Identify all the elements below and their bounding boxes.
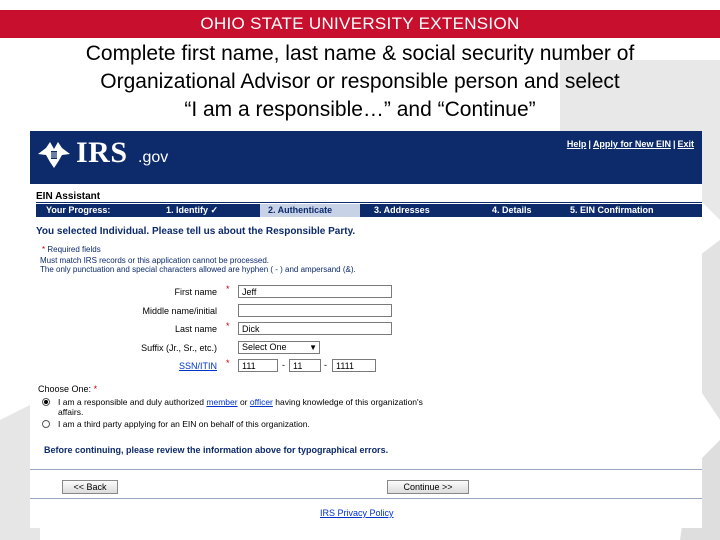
ssn-dash: -: [324, 360, 327, 370]
progress-bar: [36, 204, 702, 217]
continue-button[interactable]: Continue >>: [387, 480, 469, 494]
input-rules: [40, 256, 356, 274]
privacy-policy-link[interactable]: IRS Privacy Policy: [320, 508, 394, 518]
irs-wordmark: IRS: [76, 136, 128, 169]
instruction-line-2: Organizational Advisor or responsible person and select: [100, 70, 620, 93]
ssn-part-3-input[interactable]: 1111: [332, 359, 376, 372]
choose-one-label: Choose One: *: [38, 384, 98, 394]
ssn-part-1-input[interactable]: 111: [238, 359, 278, 372]
suffix-label: Suffix (Jr., Sr., etc.): [141, 343, 217, 353]
apply-ein-link[interactable]: Apply for New EIN: [592, 139, 671, 149]
middle-name-input[interactable]: [238, 304, 392, 317]
middle-name-label: Middle name/initial: [142, 306, 217, 316]
ssn-row: [30, 359, 702, 373]
irs-eagle-logo-icon: [36, 140, 72, 170]
suffix-row: [30, 341, 702, 355]
top-links: Help | Apply for New EIN | Exit: [566, 139, 694, 149]
review-note: Before continuing, please review the information above for typographical errors.: [44, 445, 389, 455]
progress-step-identify: 1. Identify ✓: [166, 205, 219, 215]
banner-title: OHIO STATE UNIVERSITY EXTENSION: [200, 14, 520, 33]
progress-label: Your Progress:: [46, 205, 111, 215]
divider: [36, 202, 702, 203]
radio-responsible-selected[interactable]: [42, 398, 50, 406]
suffix-select[interactable]: [238, 341, 320, 354]
irs-screenshot: IRS .gov Help | Apply for New EIN | Exit EIN Assistant Your Progress: 1. Identify ✓ 2. Authenticate 3. Addresses 4. Details 5. EIN Confirmation You selected Individual. Please tell us about the Responsible Party. * Required fields Must match IRS records or this application cannot be processed. The only punctuation and special characters allowed are hyphen ( - ) and ampersand (&). First name * Jeff Middle name/initial Last name * Dick Suffix (Jr., Sr., etc.) Select One ▼ SSN/ITIN * 111 - 11 - 1111 Choose One: * I am a responsible and duly authorized member or officer having knowledge of this organization's affairs. I am a third party applying for an EIN on behalf of this organization. Before continuing, please review the information above for typographical errors. << Back Continue >> IRS Privacy Policy: [30, 131, 702, 528]
middle-name-row: [30, 304, 702, 318]
progress-step-addresses: 3. Addresses: [374, 205, 430, 215]
back-button[interactable]: << Back: [62, 480, 118, 494]
required-asterisk: *: [226, 321, 230, 331]
chevron-down-icon: ▼: [309, 343, 317, 352]
page-heading: You selected Individual. Please tell us about the Responsible Party.: [36, 226, 356, 237]
officer-link[interactable]: officer: [249, 397, 273, 407]
progress-step-authenticate: 2. Authenticate: [260, 204, 360, 217]
first-name-label: First name: [174, 287, 217, 297]
last-name-input[interactable]: Dick: [238, 322, 392, 335]
instruction-line-1: Complete first name, last name & social security number of: [85, 42, 635, 65]
ein-assistant-title: EIN Assistant: [36, 191, 101, 202]
first-name-input[interactable]: Jeff: [238, 285, 392, 298]
help-link[interactable]: Help: [566, 139, 587, 149]
required-asterisk: *: [226, 284, 230, 294]
irs-gov: .gov: [138, 149, 169, 166]
institution-banner: [0, 10, 720, 38]
instruction-text: [20, 40, 700, 124]
progress-step-details: 4. Details: [492, 205, 532, 215]
instruction-line-3: “I am a responsible…” and “Continue”: [184, 98, 536, 121]
ssn-dash: -: [282, 360, 285, 370]
radio-third-party[interactable]: [42, 420, 50, 428]
rule-line-1: Must match IRS records or this application cannot be processed.: [40, 256, 269, 265]
progress-step-confirmation: 5. EIN Confirmation: [570, 205, 654, 215]
suffix-selected-value: Select One: [242, 342, 287, 352]
last-name-label: Last name: [174, 324, 217, 334]
last-name-row: [30, 322, 702, 336]
ssn-itin-link[interactable]: SSN/ITIN: [178, 361, 217, 371]
required-note: * Required fields: [42, 245, 101, 254]
rule-line-2: The only punctuation and special characters allowed are hyphen ( - ) and ampersand (&).: [40, 265, 356, 274]
ssn-part-2-input[interactable]: 11: [289, 359, 321, 372]
divider: [30, 498, 702, 499]
required-asterisk: *: [226, 358, 230, 368]
irs-header: [30, 131, 702, 184]
member-link[interactable]: member: [206, 397, 238, 407]
divider: [30, 469, 702, 470]
first-name-row: [30, 285, 702, 299]
exit-link[interactable]: Exit: [677, 139, 694, 149]
